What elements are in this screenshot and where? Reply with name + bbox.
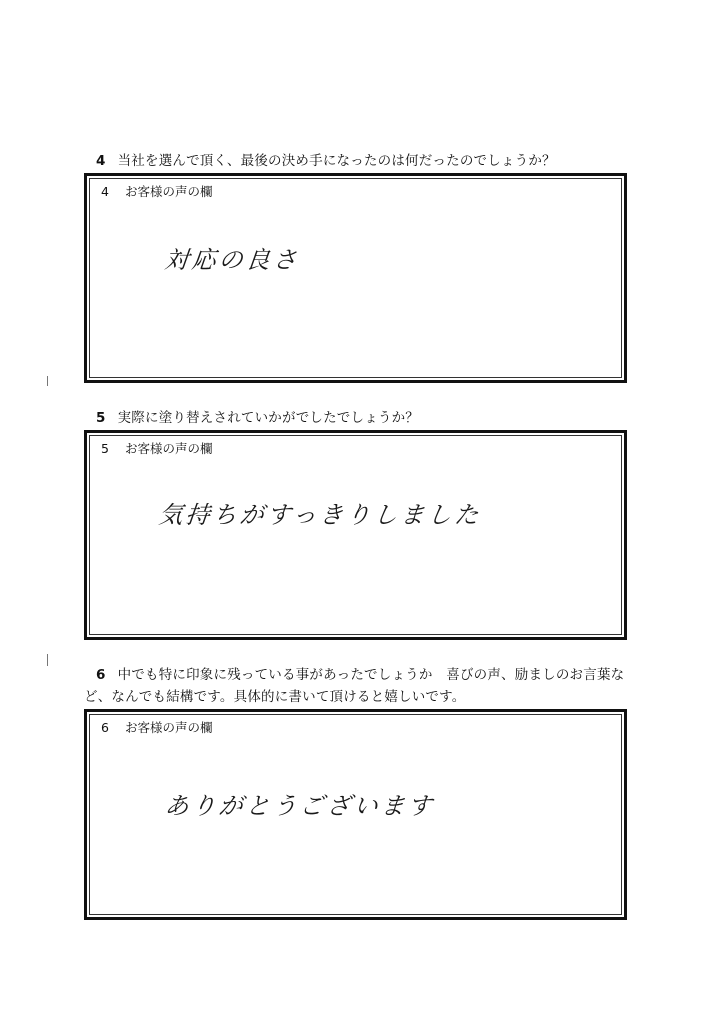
box-label-text: お客様の声の欄	[124, 184, 213, 199]
customer-voice-box-5	[84, 430, 627, 640]
question-6	[84, 664, 644, 708]
question-text: 実際に塗り替えされていかがでしたでしょうか？	[117, 410, 419, 426]
question-number: 4	[96, 153, 106, 169]
customer-voice-box-6	[84, 709, 627, 920]
box-label	[101, 182, 212, 200]
box-label	[101, 718, 212, 736]
box-label-text: お客様の声の欄	[124, 720, 213, 735]
box-number: 6	[101, 720, 109, 735]
question-number: 6	[96, 667, 106, 683]
question-text: 当社を選んで頂く、最後の決め手になったのは何だったのでしょうか？	[117, 153, 556, 169]
customer-voice-box-4	[84, 173, 627, 383]
box-label-text: お客様の声の欄	[124, 441, 213, 456]
scan-mark	[47, 376, 48, 386]
handwritten-answer: 気持ちがすっきりしました	[157, 501, 483, 529]
question-text: 中でも特に印象に残っている事があったでしょうか 喜びの声、励ましのお言葉など、なんでも結構です。具体的に書いて頂けると嬉しいです。	[84, 667, 625, 705]
question-4	[96, 150, 556, 172]
question-5	[96, 407, 419, 429]
box-label	[101, 439, 212, 457]
handwritten-answer: ありがとうございます	[163, 792, 437, 820]
handwritten-answer: 対応の良さ	[163, 246, 302, 274]
box-number: 5	[101, 441, 109, 456]
box-number: 4	[101, 184, 109, 199]
scan-mark	[47, 654, 48, 666]
question-number: 5	[96, 410, 106, 426]
